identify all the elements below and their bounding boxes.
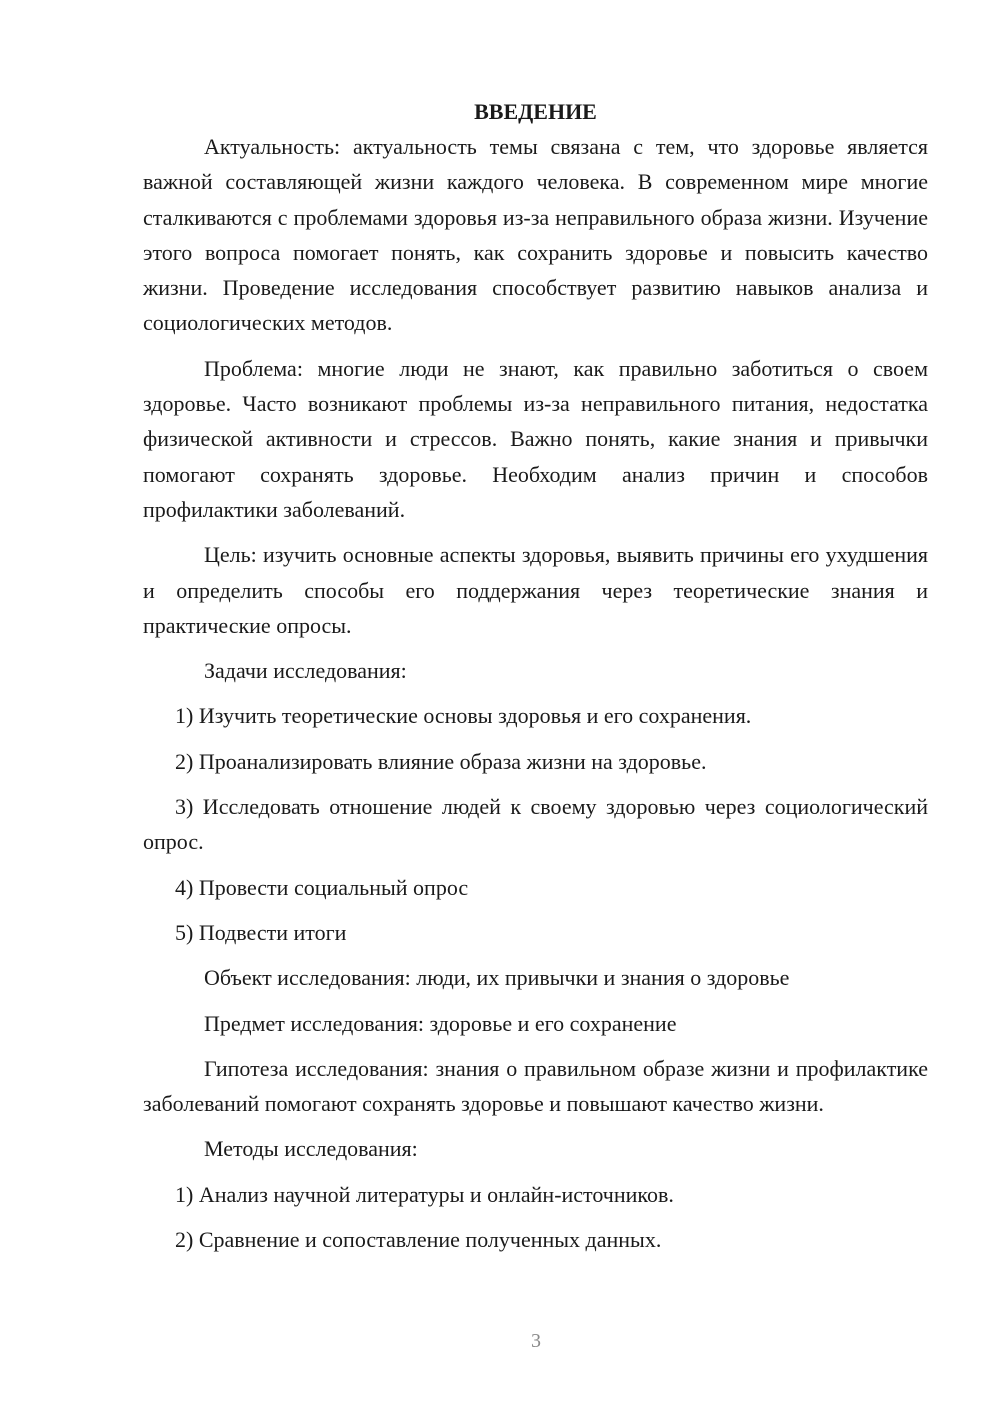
object-paragraph: Объект исследования: люди, их привычки и знания о здоровье (204, 965, 790, 991)
tasks-list (143, 698, 928, 950)
page-number: 3 (531, 1330, 541, 1352)
document-title: ВВЕДЕНИЕ (474, 99, 597, 124)
list-item: 2) Сравнение и сопоставление полученных данных. (175, 1227, 662, 1253)
list-item: 5) Подвести итоги (175, 919, 347, 945)
tasks-heading: Задачи исследования: (204, 658, 407, 684)
methods-heading: Методы исследования: (204, 1136, 418, 1162)
hypothesis-paragraph: Гипотеза исследования: знания о правильном образе жизни и профилактике заболеваний помогают сохранять здоровье и повышают качество жизни. (143, 1055, 928, 1117)
subject-paragraph: Предмет исследования: здоровье и его сохранение (204, 1010, 677, 1036)
list-item: 2) Проанализировать влияние образа жизни на здоровье. (175, 748, 707, 774)
list-item: 4) Провести социальный опрос (175, 874, 469, 900)
list-item: 1) Анализ научной литературы и онлайн-источников. (175, 1181, 674, 1207)
document-page (143, 94, 928, 1267)
list-item: 1) Изучить теоретические основы здоровья и его сохранения. (175, 703, 752, 729)
relevance-paragraph: Актуальность: актуальность темы связана с тем, что здоровье является важной составляющей жизни каждого человека. В современном мире многие сталкиваются с проблемами здоровья из-за неправильного образа жизни. Изучение этого вопроса помогает понять, как сохранить здоровье и повысить качество жизни. Проведение исследования способствует развитию навыков анализа и социологических методов. (143, 134, 928, 336)
list-item: 3) Исследовать отношение людей к своему здоровью через социологический опрос. (143, 794, 928, 855)
goal-paragraph: Цель: изучить основные аспекты здоровья, выявить причины его ухудшения и определить способы его поддержания через теоретические знания и практические опросы. (143, 542, 928, 638)
problem-paragraph: Проблема: многие люди не знают, как правильно заботиться о своем здоровье. Часто возникают проблемы из-за неправильного питания, недостатка физической активности и стрессов. Важно понять, какие знания и привычки помогают сохранять здоровье. Необходим анализ причин и способов профилактики заболеваний. (143, 355, 928, 522)
methods-list (143, 1177, 928, 1258)
